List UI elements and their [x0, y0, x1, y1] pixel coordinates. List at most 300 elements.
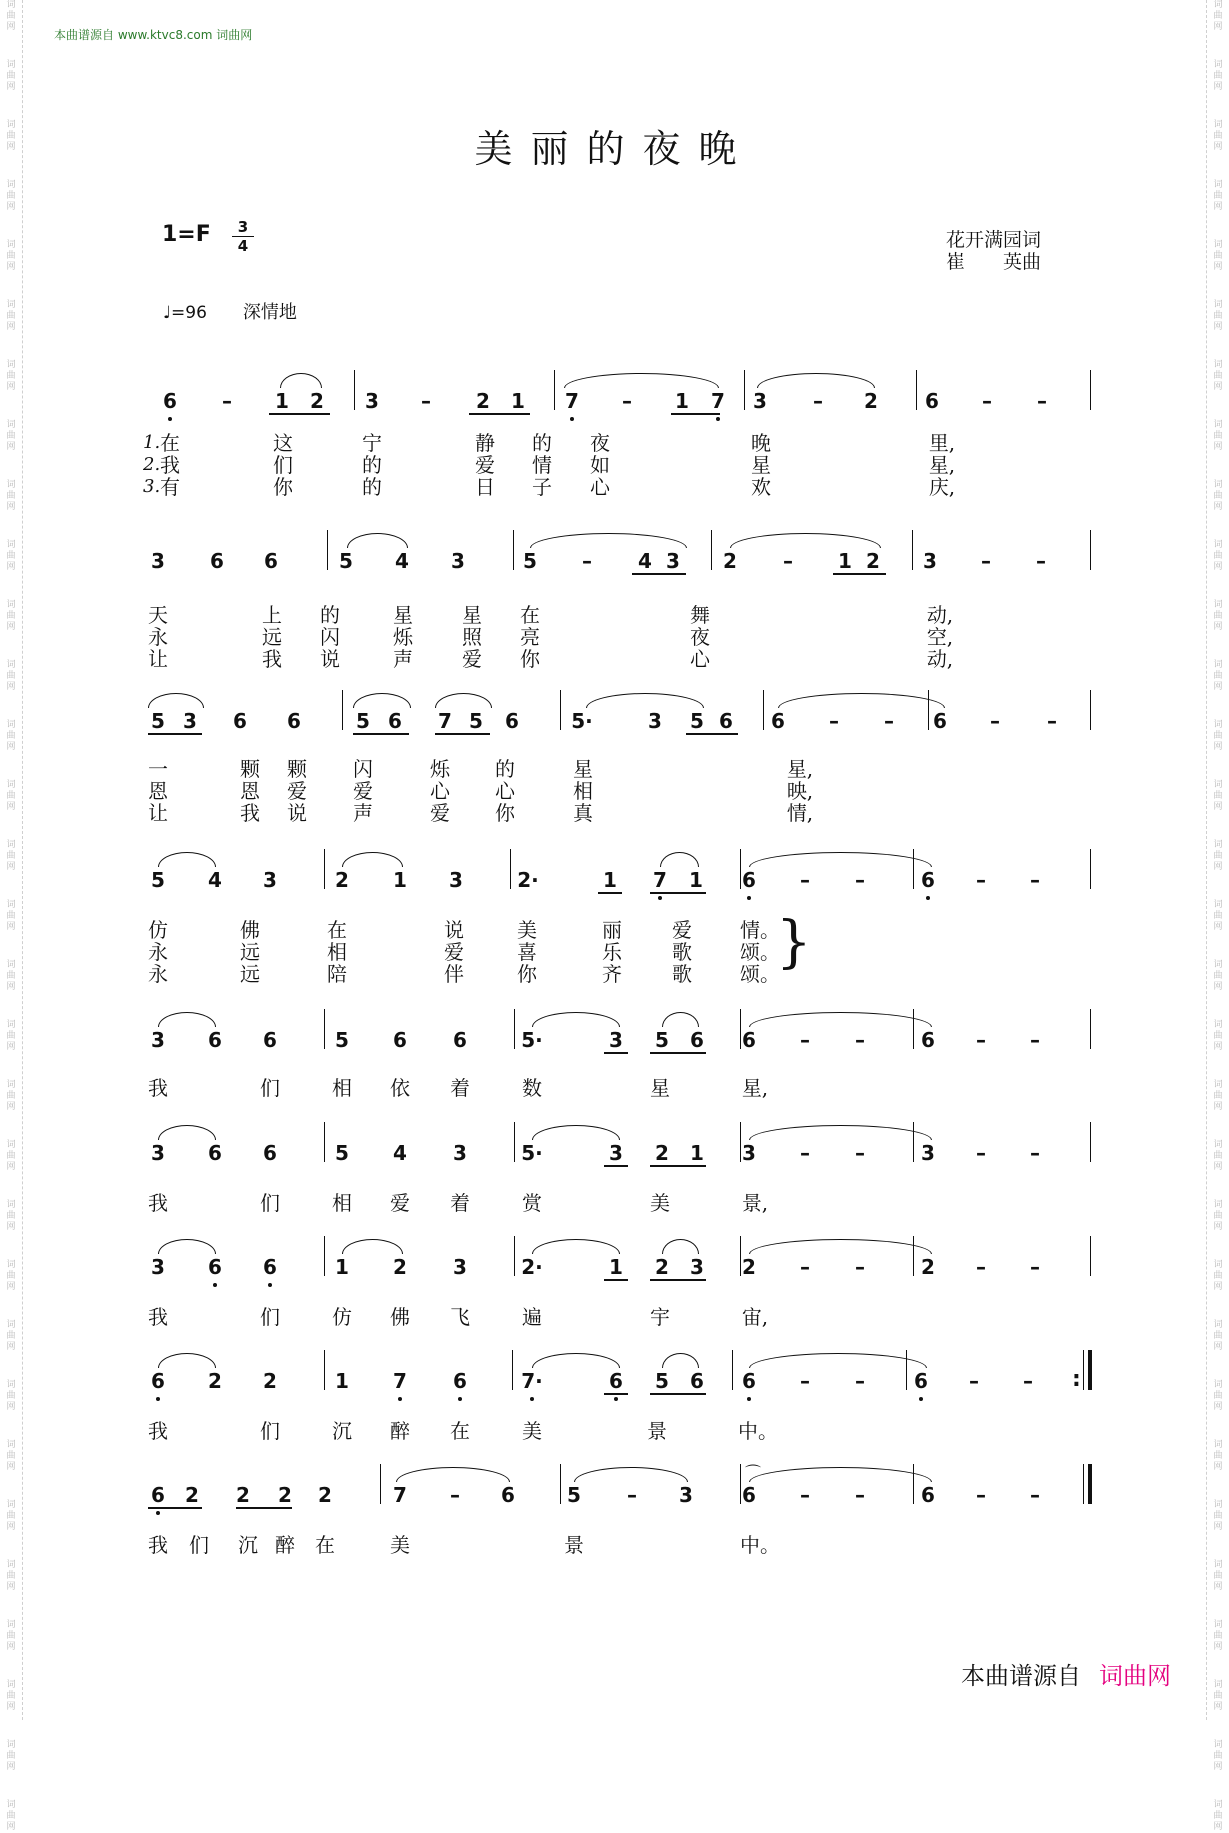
octave-dot — [926, 896, 930, 900]
beam-underline — [604, 1279, 628, 1281]
lyric: 舞 — [690, 603, 710, 627]
lyric: 夜 — [590, 431, 610, 455]
note: 6 — [208, 1255, 222, 1279]
octave-dot — [168, 417, 172, 421]
note: 3 — [742, 1141, 756, 1165]
beam-underline — [604, 1393, 628, 1395]
lyric: 远 — [240, 962, 260, 986]
lyric: 说 — [320, 647, 340, 671]
note: 5 — [655, 1369, 669, 1393]
dash-note: – — [969, 1369, 979, 1393]
slur — [662, 1353, 699, 1368]
slur — [158, 1012, 216, 1027]
fermata-icon: ⌒ — [745, 1463, 762, 1482]
watermark-text: 词 曲 网 — [6, 240, 16, 272]
note: 6 — [925, 389, 939, 413]
note: 5 — [335, 1141, 349, 1165]
lyric: 乐 — [602, 940, 622, 964]
beam-underline — [650, 1393, 706, 1395]
left-margin-line — [22, 0, 23, 1720]
lyric: 远 — [240, 940, 260, 964]
watermark-text: 词 曲 网 — [1213, 720, 1223, 752]
slur — [396, 1467, 510, 1482]
lyric: 爱 — [430, 801, 450, 825]
bar-line — [514, 1236, 515, 1276]
bar-line — [513, 530, 514, 570]
note: 6 — [163, 389, 177, 413]
watermark-text: 词 曲 网 — [6, 840, 16, 872]
note: 3 — [453, 1141, 467, 1165]
watermark-text: 词 曲 网 — [1213, 0, 1223, 32]
lyric: 在 — [327, 918, 347, 942]
lyric: 我 — [160, 453, 180, 477]
watermark-text: 词 曲 网 — [6, 960, 16, 992]
bar-line — [514, 1122, 515, 1162]
watermark-text: 词 曲 网 — [6, 780, 16, 812]
lyric: 照 — [462, 625, 482, 649]
lyric: 颗 — [240, 757, 260, 781]
note: 5 — [567, 1483, 581, 1507]
note: 6 — [914, 1369, 928, 1393]
lyric: 们 — [260, 1419, 280, 1443]
note: 3 — [609, 1141, 623, 1165]
bar-line — [732, 1350, 733, 1390]
dash-note: – — [800, 1369, 810, 1393]
note: 3 — [183, 709, 197, 733]
slur — [730, 533, 881, 548]
tempo-mark: ♩=96 — [163, 303, 207, 323]
lyric: 遍 — [522, 1305, 542, 1329]
slur — [574, 1467, 688, 1482]
note: 6 — [933, 709, 947, 733]
note: 6 — [742, 1369, 756, 1393]
note: 1 — [275, 389, 289, 413]
slur — [749, 1239, 932, 1254]
lyric: 们 — [189, 1533, 209, 1557]
bar-line — [740, 1464, 741, 1504]
note: 6 — [921, 1028, 935, 1052]
lyric: 中。 — [740, 1533, 780, 1557]
watermark-text: 词 曲 网 — [6, 540, 16, 572]
dash-note: – — [855, 1028, 865, 1052]
lyric: 宙, — [741, 1305, 769, 1329]
bar-line — [913, 1236, 914, 1276]
watermark-text: 词 曲 网 — [6, 0, 16, 32]
lyric: 你 — [517, 962, 537, 986]
note: 5 — [151, 868, 165, 892]
note: 2 — [236, 1483, 250, 1507]
watermark-text: 词 曲 网 — [1213, 180, 1223, 212]
lyric: 的 — [362, 475, 382, 499]
note: 1 — [335, 1255, 349, 1279]
slur — [280, 373, 322, 388]
note: 3 — [151, 1141, 165, 1165]
lyric: 心 — [590, 475, 610, 499]
note: 5 — [151, 709, 165, 733]
note: 6 — [208, 1141, 222, 1165]
bar-line — [913, 1122, 914, 1162]
lyricist: 花开满园词 — [946, 229, 1042, 251]
note: 5 — [335, 1028, 349, 1052]
note: 7 — [438, 709, 452, 733]
note: 5 — [339, 549, 353, 573]
bar-line — [1090, 849, 1091, 889]
lyric: 美 — [390, 1533, 410, 1557]
lyric: 星, — [786, 757, 814, 781]
note: 7 — [565, 389, 579, 413]
lyric: 伴 — [444, 962, 464, 986]
beam-underline — [604, 1165, 628, 1167]
note: 6 — [609, 1369, 623, 1393]
lyric: 们 — [260, 1191, 280, 1215]
watermark-text: 词 曲 网 — [1213, 960, 1223, 992]
lyric: 里, — [928, 431, 956, 455]
beam-underline — [833, 573, 886, 575]
lyric: 烁 — [430, 757, 450, 781]
note: 1 — [838, 549, 852, 573]
lyric: 的 — [320, 603, 340, 627]
time-signature-top: 3 — [237, 218, 249, 236]
lyric: 喜 — [517, 940, 537, 964]
lyric: 依 — [390, 1076, 410, 1100]
lyric: 亮 — [520, 625, 540, 649]
left-watermark-strip — [2, 0, 20, 1832]
note: 4 — [393, 1141, 407, 1165]
watermark-text: 词 曲 网 — [1213, 660, 1223, 692]
note: 6 — [501, 1483, 515, 1507]
lyric: 相 — [573, 779, 593, 803]
note: 6 — [742, 1483, 756, 1507]
slur — [586, 693, 704, 708]
watermark-text: 词 曲 网 — [6, 180, 16, 212]
verse-number: 3. — [143, 476, 161, 497]
lyric: 我 — [240, 801, 260, 825]
footer-site: 词曲网 — [1099, 1662, 1171, 1690]
bar-line — [740, 1236, 741, 1276]
lyric: 相 — [332, 1191, 352, 1215]
lyric: 我 — [262, 647, 282, 671]
note: 3 — [151, 1028, 165, 1052]
dash-note: – — [800, 1255, 810, 1279]
note: 6 — [921, 868, 935, 892]
watermark-text: 词 曲 网 — [1213, 840, 1223, 872]
verse-number: 1. — [143, 432, 161, 453]
beam-underline — [269, 413, 330, 415]
lyric: 颂。 — [740, 940, 780, 964]
octave-dot — [458, 1397, 462, 1401]
watermark-text: 词 曲 网 — [1213, 60, 1223, 92]
lyric: 星, — [741, 1076, 769, 1100]
watermark-text: 词 曲 网 — [6, 1380, 16, 1412]
watermark-text: 词 曲 网 — [6, 1080, 16, 1112]
lyric: 相 — [332, 1076, 352, 1100]
lyric: 星 — [393, 603, 413, 627]
watermark-text: 词 曲 网 — [1213, 1500, 1223, 1532]
bar-line — [1090, 690, 1091, 730]
dash-note: – — [813, 389, 823, 413]
dash-note: – — [981, 549, 991, 573]
lyric: 佛 — [240, 918, 260, 942]
octave-dot — [919, 1397, 923, 1401]
dash-note: – — [1047, 709, 1057, 733]
watermark-text: 词 曲 网 — [6, 60, 16, 92]
note: 2 — [318, 1483, 332, 1507]
note: 3 — [449, 868, 463, 892]
note: 6 — [393, 1028, 407, 1052]
note: 6 — [388, 709, 402, 733]
bar-line — [324, 1122, 325, 1162]
right-watermark-strip — [1209, 0, 1227, 1832]
lyric: 真 — [573, 801, 593, 825]
lyric: 的 — [532, 431, 552, 455]
slur — [342, 1239, 403, 1254]
note: 3 — [666, 549, 680, 573]
watermark-text: 词 曲 网 — [1213, 1680, 1223, 1712]
lyric: 永 — [148, 962, 168, 986]
beam-underline — [148, 1507, 202, 1509]
watermark-text: 词 曲 网 — [6, 1800, 16, 1832]
lyric: 情 — [532, 453, 552, 477]
note: 5 — [690, 709, 704, 733]
slur — [778, 693, 945, 708]
dash-note: – — [1030, 1483, 1040, 1507]
lyric: 歌 — [672, 962, 692, 986]
watermark-text: 词 曲 网 — [6, 300, 16, 332]
watermark-text: 词 曲 网 — [1213, 1380, 1223, 1412]
dash-note: – — [1030, 868, 1040, 892]
dash-note: – — [855, 868, 865, 892]
lyric: 赏 — [522, 1191, 542, 1215]
composer: 崔 英曲 — [946, 251, 1042, 273]
note: 6 — [263, 1028, 277, 1052]
lyric: 你 — [495, 801, 515, 825]
lyric: 飞 — [450, 1305, 470, 1329]
lyric: 景, — [741, 1191, 769, 1215]
bar-line — [928, 690, 929, 730]
note: 1 — [689, 868, 703, 892]
lyric: 歌 — [672, 940, 692, 964]
source-line: 本曲谱源自 www.ktvc8.com 词曲网 — [54, 28, 253, 42]
slur — [757, 373, 875, 388]
lyric: 我 — [148, 1419, 168, 1443]
lyric: 我 — [148, 1305, 168, 1329]
octave-dot — [658, 896, 662, 900]
note: 2 — [921, 1255, 935, 1279]
lyric: 动, — [926, 647, 954, 671]
slur — [532, 1012, 620, 1027]
bar-line — [912, 530, 913, 570]
watermark-text: 词 曲 网 — [6, 1260, 16, 1292]
lyric: 星 — [462, 603, 482, 627]
lyric: 天 — [148, 603, 168, 627]
lyric-brace: } — [776, 910, 812, 975]
octave-dot — [213, 1283, 217, 1287]
note: 1 — [393, 868, 407, 892]
footer-source: 本曲谱源自 — [961, 1662, 1081, 1690]
watermark-text: 词 曲 网 — [6, 1680, 16, 1712]
slur — [158, 1125, 216, 1140]
note: 2 — [393, 1255, 407, 1279]
lyric: 的 — [495, 757, 515, 781]
lyric: 闪 — [353, 757, 373, 781]
lyric: 宇 — [650, 1305, 670, 1329]
watermark-text: 词 曲 网 — [1213, 1740, 1223, 1772]
note: 2 — [208, 1369, 222, 1393]
slur — [564, 373, 719, 388]
lyric: 在 — [160, 431, 180, 455]
lyric: 爱 — [475, 453, 495, 477]
slur — [749, 852, 932, 867]
note: 2 — [278, 1483, 292, 1507]
bar-line — [740, 1122, 741, 1162]
slur — [749, 1467, 932, 1482]
lyric: 闪 — [320, 625, 340, 649]
lyric: 欢 — [751, 475, 771, 499]
watermark-text: 词 曲 网 — [1213, 300, 1223, 332]
note: 3 — [453, 1255, 467, 1279]
lyric: 心 — [495, 779, 515, 803]
note: 6 — [742, 868, 756, 892]
footer — [961, 1656, 1171, 1691]
beam-underline — [650, 892, 706, 894]
lyric: 庆, — [928, 475, 956, 499]
slur — [532, 1125, 620, 1140]
lyric: 佛 — [390, 1305, 410, 1329]
slur — [749, 1125, 932, 1140]
lyric: 颂。 — [740, 962, 780, 986]
watermark-text: 词 曲 网 — [1213, 1620, 1223, 1652]
lyric: 我 — [148, 1076, 168, 1100]
note: 3 — [648, 709, 662, 733]
watermark-text: 词 曲 网 — [1213, 120, 1223, 152]
note: 2 — [655, 1141, 669, 1165]
note: 6 — [233, 709, 247, 733]
note: 1 — [603, 868, 617, 892]
watermark-text: 词 曲 网 — [1213, 1140, 1223, 1172]
watermark-text: 词 曲 网 — [6, 1440, 16, 1472]
lyric: 星 — [573, 757, 593, 781]
note: 6 — [151, 1369, 165, 1393]
watermark-text: 词 曲 网 — [6, 1200, 16, 1232]
note: 3 — [690, 1255, 704, 1279]
key-signature: 1=F — [162, 222, 211, 247]
note: 6 — [453, 1369, 467, 1393]
lyric: 中。 — [738, 1419, 778, 1443]
lyric: 爱 — [287, 779, 307, 803]
dash-note: – — [783, 549, 793, 573]
octave-dot — [156, 1511, 160, 1515]
final-bar — [1088, 1464, 1092, 1504]
lyric: 的 — [362, 453, 382, 477]
bar-line — [514, 1009, 515, 1049]
watermark-text: 词 曲 网 — [6, 1560, 16, 1592]
watermark-text: 词 曲 网 — [6, 1740, 16, 1772]
beam-underline — [148, 733, 202, 735]
note: 2 — [655, 1255, 669, 1279]
dash-note: – — [1030, 1141, 1040, 1165]
lyric: 相 — [327, 940, 347, 964]
note: 5· — [571, 709, 593, 733]
slur — [749, 1012, 932, 1027]
lyric: 你 — [273, 475, 293, 499]
bar-line — [560, 690, 561, 730]
dash-note: – — [421, 389, 431, 413]
octave-dot — [614, 1397, 618, 1401]
lyric: 在 — [520, 603, 540, 627]
lyric: 说 — [287, 801, 307, 825]
lyric: 动, — [926, 603, 954, 627]
lyric: 星 — [751, 453, 771, 477]
note: 2 — [476, 389, 490, 413]
watermark-text: 词 曲 网 — [1213, 420, 1223, 452]
octave-dot — [398, 1397, 402, 1401]
note: 4 — [638, 549, 652, 573]
slur — [353, 693, 411, 708]
slur — [662, 1012, 699, 1027]
note: 2 — [864, 389, 878, 413]
lyric: 爱 — [390, 1191, 410, 1215]
note: 7 — [711, 389, 725, 413]
tempo-line — [163, 298, 297, 324]
slur — [347, 533, 408, 548]
lyric: 静 — [475, 431, 495, 455]
lyric: 齐 — [602, 962, 622, 986]
bar-line — [324, 1236, 325, 1276]
lyric: 一 — [148, 757, 168, 781]
watermark-text: 词 曲 网 — [1213, 1200, 1223, 1232]
note: 3 — [923, 549, 937, 573]
bar-line — [913, 1464, 914, 1504]
bar-line — [380, 1464, 381, 1504]
note: 3 — [753, 389, 767, 413]
dash-note: – — [582, 549, 592, 573]
dash-note: – — [976, 1141, 986, 1165]
note: 2 — [310, 389, 324, 413]
bar-line — [510, 849, 511, 889]
lyric: 着 — [450, 1076, 470, 1100]
watermark-text: 词 曲 网 — [1213, 780, 1223, 812]
bar-line — [324, 1350, 325, 1390]
watermark-text: 词 曲 网 — [1213, 1020, 1223, 1052]
note: 6 — [263, 1255, 277, 1279]
lyric: 醉 — [390, 1419, 410, 1443]
dash-note: – — [800, 868, 810, 892]
watermark-text: 词 曲 网 — [6, 120, 16, 152]
note: 6 — [208, 1028, 222, 1052]
watermark-text: 词 曲 网 — [6, 1620, 16, 1652]
slur — [435, 693, 492, 708]
note: 2 — [723, 549, 737, 573]
note: 7 — [393, 1483, 407, 1507]
lyric: 夜 — [690, 625, 710, 649]
lyric: 爱 — [672, 918, 692, 942]
lyric: 仿 — [148, 918, 168, 942]
watermark-text: 词 曲 网 — [6, 660, 16, 692]
lyric: 上 — [262, 603, 282, 627]
lyric: 永 — [148, 625, 168, 649]
dash-note: – — [990, 709, 1000, 733]
lyric: 爱 — [353, 779, 373, 803]
lyric: 们 — [260, 1076, 280, 1100]
watermark-text: 词 曲 网 — [6, 1020, 16, 1052]
note: 5 — [655, 1028, 669, 1052]
note: 2 — [866, 549, 880, 573]
bar-line — [763, 690, 764, 730]
lyric: 日 — [475, 475, 495, 499]
slur — [158, 1353, 216, 1368]
lyric: 数 — [522, 1076, 542, 1100]
lyric: 星 — [650, 1076, 670, 1100]
